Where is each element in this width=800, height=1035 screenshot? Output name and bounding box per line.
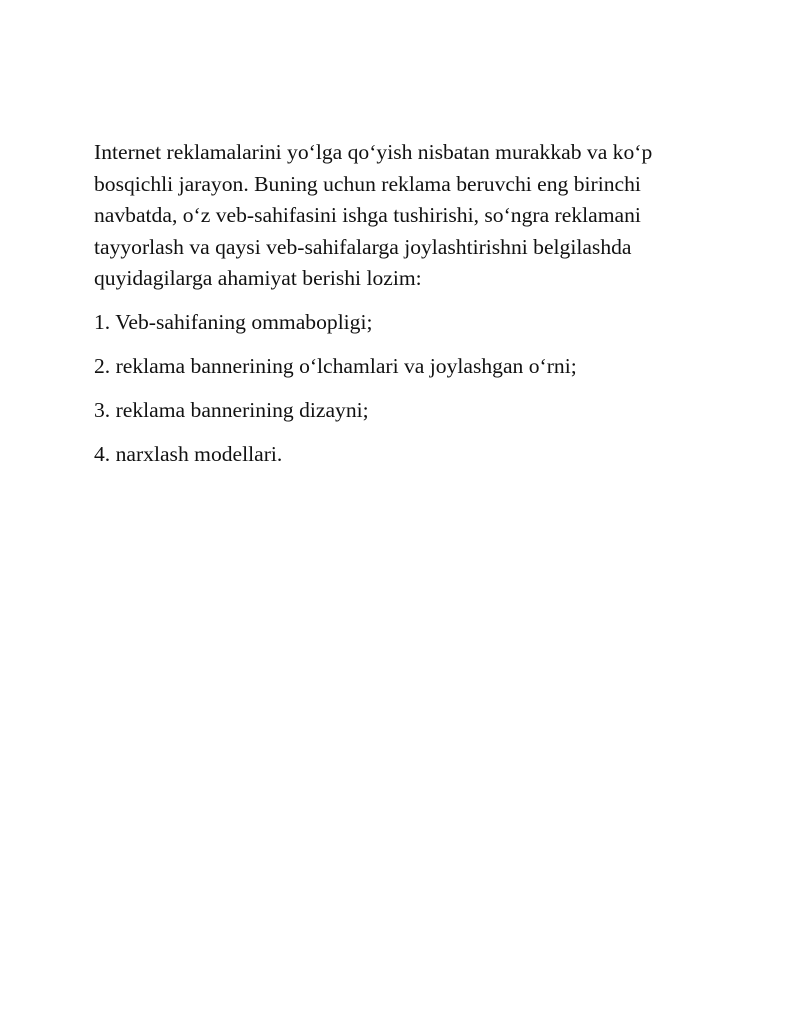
paragraph-line: bosqichli jarayon. Buning uchun reklama beruvchi eng birinchi	[94, 171, 641, 196]
intro-paragraph	[94, 137, 734, 295]
list-item: 1. Veb-sahifaning ommabopligi;	[94, 309, 373, 334]
list-item: 4. narxlash modellari.	[94, 441, 283, 466]
paragraph-line: quyidagilarga ahamiyat berishi lozim:	[94, 266, 422, 290]
paragraph-line: Internet reklamalarini yo‘lga qo‘yish nisbatan murakkab va ko‘p	[94, 140, 653, 164]
list-item: 2. reklama bannerining o‘lchamlari va joylashgan o‘rni;	[94, 353, 577, 378]
paragraph-line: navbatda, o‘z veb-sahifasini ishga tushirishi, so‘ngra reklamani	[94, 203, 641, 227]
paragraph-line: tayyorlash va qaysi veb-sahifalarga joylashtirishni belgilashda	[94, 234, 632, 259]
list-item: 3. reklama bannerining dizayni;	[94, 397, 369, 422]
document-body	[94, 137, 734, 483]
